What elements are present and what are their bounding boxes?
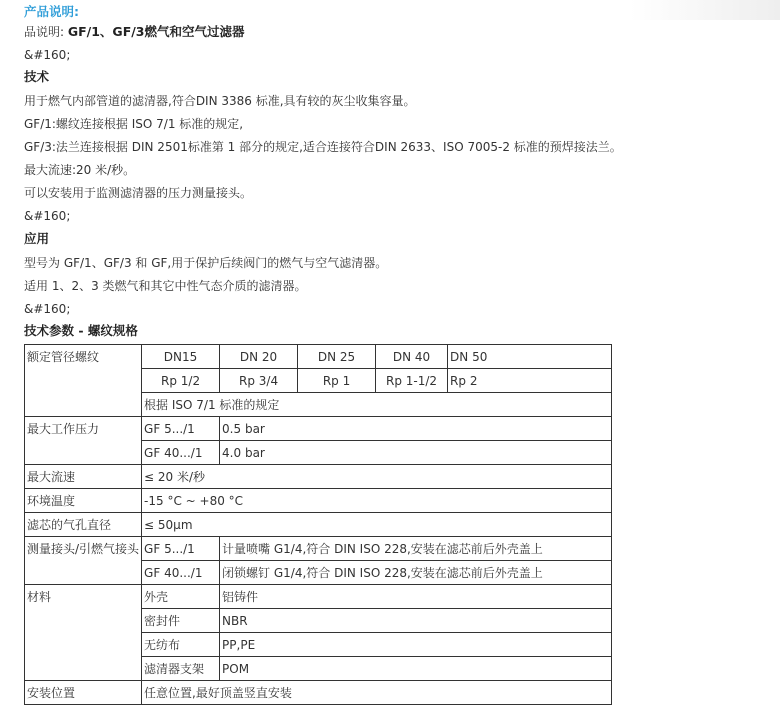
dn-cell: DN 25 [298, 345, 376, 369]
row-label-material: 材料 [25, 585, 142, 681]
table-row [25, 417, 612, 441]
rp-cell: Rp 2 [448, 369, 612, 393]
row-label-ambient-temp: 环境温度 [25, 489, 142, 513]
rp-cell: Rp 1-1/2 [376, 369, 448, 393]
app-line: 适用 1、2、3 类燃气和其它中性气态介质的滤清器。 [24, 279, 307, 293]
row-label-install: 安装位置 [25, 681, 142, 705]
model-cell: GF 40.../1 [142, 441, 220, 465]
table-row [25, 345, 612, 369]
section-header: 产品说明: [24, 4, 79, 19]
value-cell: 铝铸件 [220, 585, 612, 609]
part-cell: 密封件 [142, 609, 220, 633]
rp-cell: Rp 3/4 [220, 369, 298, 393]
model-cell: GF 5.../1 [142, 417, 220, 441]
nbsp-text: &#160; [24, 209, 71, 223]
tech-line: 用于燃气内部管道的滤清器,符合DIN 3386 标准,具有较的灰尘收集容量。 [24, 94, 416, 108]
intro-label: 品说明: [24, 25, 65, 39]
model-cell: GF 5.../1 [142, 537, 220, 561]
value-cell: ≤ 20 米/秒 [142, 465, 612, 489]
tech-line: GF/3:法兰连接根据 DIN 2501标准第 1 部分的规定,适合连接符合DIN 2633、ISO 7005-2 标准的预焊接法兰。 [24, 140, 622, 154]
heading-tech: 技术 [24, 69, 50, 84]
dn-cell: DN 40 [376, 345, 448, 369]
part-cell: 无纺布 [142, 633, 220, 657]
value-cell: 计量喷嘴 G1/4,符合 DIN ISO 228,安装在滤芯前后外壳盖上 [220, 537, 612, 561]
row-label-test-nipple: 测量接头/引燃气接头 [25, 537, 142, 585]
value-cell: ≤ 50μm [142, 513, 612, 537]
table-row [25, 537, 612, 561]
value-cell: PP,PE [220, 633, 612, 657]
app-line: 型号为 GF/1、GF/3 和 GF,用于保护后续阀门的燃气与空气滤清器。 [24, 256, 388, 270]
intro-title: GF/1、GF/3燃气和空气过滤器 [67, 24, 245, 39]
table-row [25, 489, 612, 513]
value-cell: NBR [220, 609, 612, 633]
table-row [25, 465, 612, 489]
dn-cell: DN 20 [220, 345, 298, 369]
value-cell: 任意位置,最好顶盖竖直安装 [142, 681, 612, 705]
table-row [25, 585, 612, 609]
heading-params: 技术参数 - 螺纹规格 [24, 323, 138, 338]
spec-table [24, 344, 612, 705]
nbsp-text: &#160; [24, 302, 71, 316]
corner-shade [630, 0, 780, 20]
row-label-max-pressure: 最大工作压力 [25, 417, 142, 465]
tech-line: GF/1:螺纹连接根据 ISO 7/1 标准的规定, [24, 117, 244, 131]
dn-cell: DN 50 [448, 345, 612, 369]
rp-cell: Rp 1/2 [142, 369, 220, 393]
part-cell: 滤清器支架 [142, 657, 220, 681]
row-label-pore-size: 滤芯的气孔直径 [25, 513, 142, 537]
value-cell: -15 °C ~ +80 °C [142, 489, 612, 513]
heading-app: 应用 [24, 231, 50, 246]
row-label-rated-thread: 额定管径螺纹 [25, 345, 142, 417]
tech-line: 可以安装用于监测滤清器的压力测量接头。 [24, 186, 253, 200]
value-cell: 0.5 bar [220, 417, 612, 441]
model-cell: GF 40.../1 [142, 561, 220, 585]
dn-cell: DN15 [142, 345, 220, 369]
intro-line [24, 24, 245, 40]
value-cell: POM [220, 657, 612, 681]
row-label-max-flow: 最大流速 [25, 465, 142, 489]
thread-note: 根据 ISO 7/1 标准的规定 [142, 393, 612, 417]
value-cell: 闭锁螺钉 G1/4,符合 DIN ISO 228,安装在滤芯前后外壳盖上 [220, 561, 612, 585]
part-cell: 外壳 [142, 585, 220, 609]
table-row [25, 681, 612, 705]
rp-cell: Rp 1 [298, 369, 376, 393]
nbsp-text: &#160; [24, 48, 71, 62]
tech-line: 最大流速:20 米/秒。 [24, 163, 136, 177]
table-row [25, 513, 612, 537]
value-cell: 4.0 bar [220, 441, 612, 465]
